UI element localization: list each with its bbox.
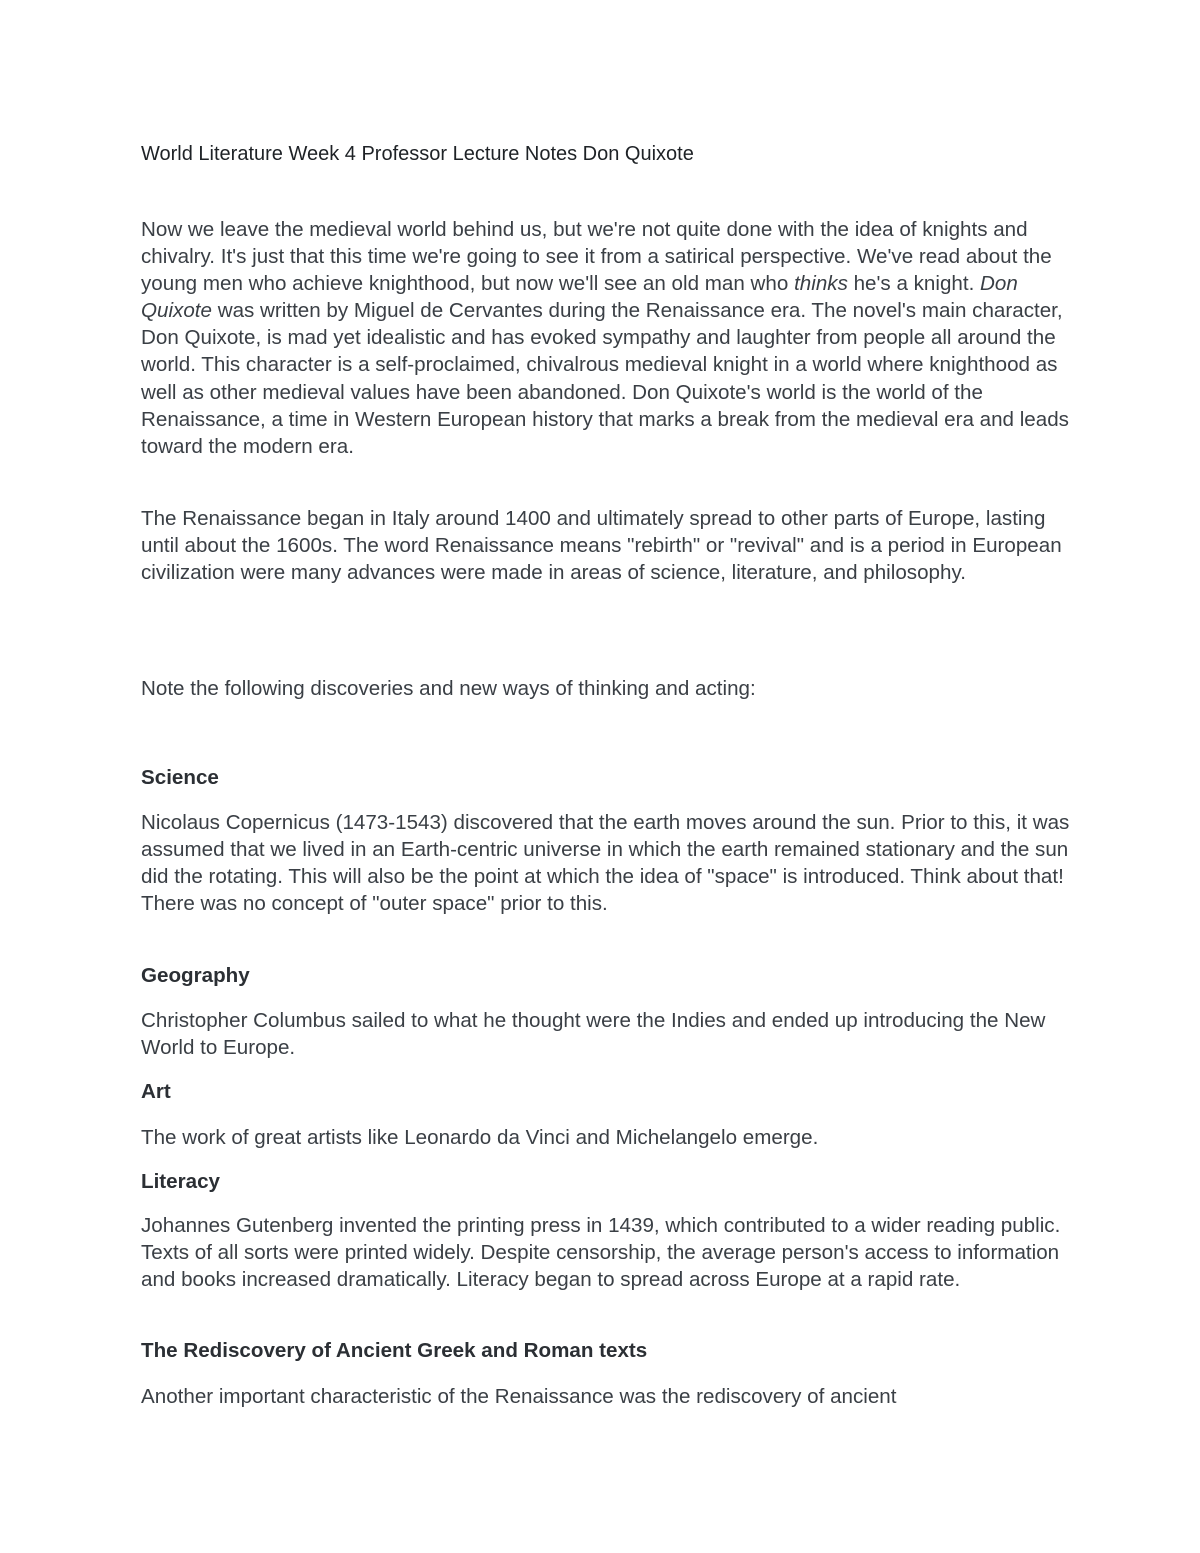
section-body-literacy: Johannes Gutenberg invented the printing press in 1439, which contributed to a wider reading public. Texts of all sorts were printed widely. Despite censorship, the average person's access to information and books increased dramatically. Literacy began to spread across Europe at a rapid rate. [141, 1214, 1061, 1292]
section-body-science: Nicolaus Copernicus (1473-1543) discovered that the earth moves around the sun. Prior to this, it was assumed that we lived in an Earth-centric universe in which the earth remained stationary and the sun did the rotating. This will also be the point at which the idea of "space" is introduced. Think about that! There was no concept of "outer space" prior to this. [141, 811, 1070, 916]
section-heading-art: Art [141, 1080, 171, 1103]
section-heading-literacy: Literacy [141, 1170, 220, 1193]
document-title: World Literature Week 4 Professor Lecture Notes Don Quixote [141, 143, 694, 165]
section-body-geography: Christopher Columbus sailed to what he thought were the Indies and ended up introducing the New World to Europe. [141, 1009, 1046, 1060]
intro-emphasis-thinks: thinks [794, 272, 848, 296]
section-heading-science: Science [141, 766, 219, 789]
section-body-rediscovery: Another important characteristic of the Renaissance was the rediscovery of ancient [141, 1385, 897, 1408]
intro-paragraph [141, 216, 1071, 460]
note-line: Note the following discoveries and new ways of thinking and acting: [141, 677, 756, 700]
intro-text-part-3: was written by Miguel de Cervantes during the Renaissance era. The novel's main character, Don Quixote, is mad yet idealistic and has evoked sympathy and laughter from people all around the world. This character is a self-proclaimed, chivalrous medieval knight in a world where knighthood as well as other medieval values have been abandoned. Don Quixote's world is the world of the Renaissance, a time in Western European history that marks a break from the medieval era and leads toward the modern era. [141, 299, 1069, 458]
section-heading-rediscovery: The Rediscovery of Ancient Greek and Roman texts [141, 1339, 648, 1362]
section-heading-geography: Geography [141, 964, 250, 987]
intro-text-part-1: Now we leave the medieval world behind us, but we're not quite done with the idea of knights and chivalry. It's just that this time we're going to see it from a satirical perspective. We've read about the young men who achieve knighthood, but now we'll see an old man who [141, 218, 1052, 296]
renaissance-paragraph: The Renaissance began in Italy around 1400 and ultimately spread to other parts of Europe, lasting until about the 1600s. The word Renaissance means "rebirth" or "revival" and is a period in European civilization were many advances were made in areas of science, literature, and philosophy. [141, 507, 1062, 585]
intro-emphasis-book-title: Don Quixote [141, 272, 1018, 323]
intro-text-part-2: he's a knight. [847, 272, 981, 296]
section-body-art: The work of great artists like Leonardo da Vinci and Michelangelo emerge. [141, 1126, 819, 1149]
